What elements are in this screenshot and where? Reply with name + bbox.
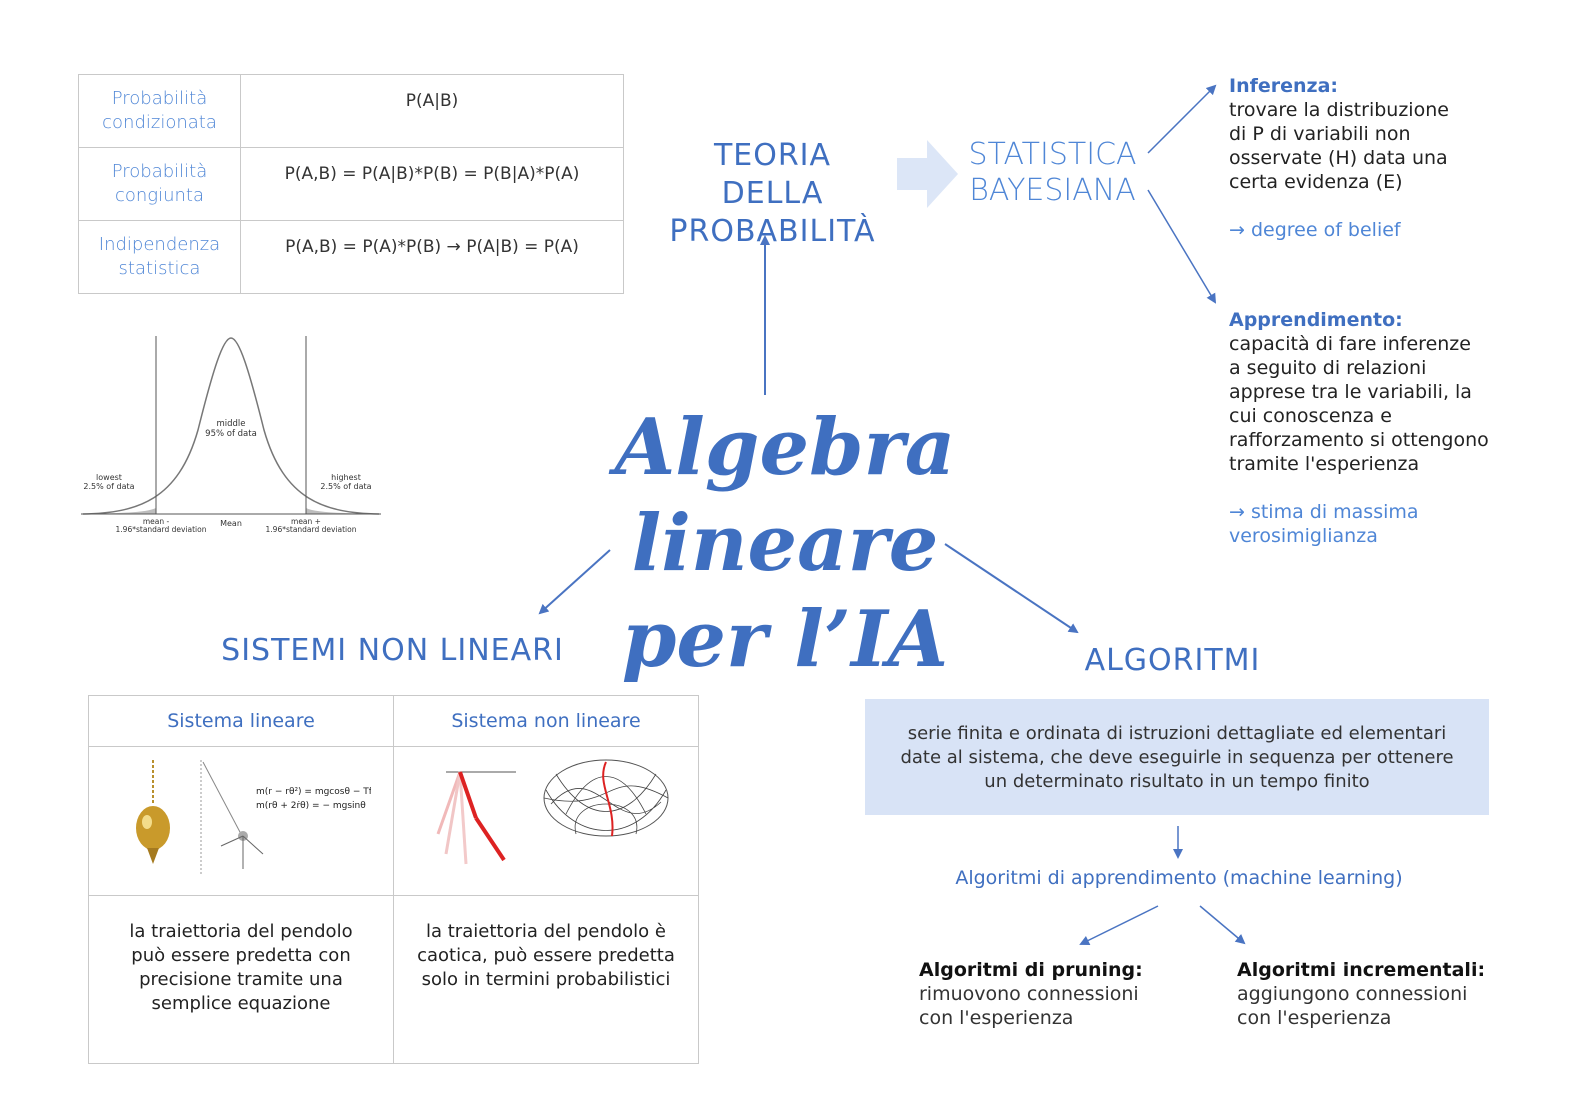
block-arrow-right bbox=[897, 140, 958, 208]
mean-label: Mean bbox=[220, 519, 242, 528]
col-header: Sistema lineare bbox=[89, 696, 394, 747]
equation: m(r − rθ²) = mgcosθ − Tf bbox=[256, 787, 371, 797]
apprendimento-line: a seguito di relazioni bbox=[1229, 357, 1427, 379]
highest-label: highest bbox=[331, 473, 361, 482]
incremental-heading: Algoritmi incrementali: bbox=[1237, 959, 1486, 981]
arrow-to-incremental bbox=[1200, 906, 1244, 943]
highest-label: 2.5% of data bbox=[320, 482, 372, 491]
chaotic-pendulum-image bbox=[394, 747, 699, 896]
inferenza-line: certa evidenza (E) bbox=[1229, 171, 1403, 193]
mean-plus-label: mean + bbox=[291, 517, 321, 526]
ghost-arm bbox=[446, 772, 460, 854]
statistica-line: BAYESIANA bbox=[969, 173, 1136, 208]
pruning-line: rimuovono connessioni bbox=[919, 983, 1139, 1005]
apprendimento-heading: Apprendimento: bbox=[1229, 309, 1403, 331]
apprendimento-link: verosimiglianza bbox=[1229, 525, 1378, 547]
description-line: la traiettoria del pendolo bbox=[129, 921, 353, 942]
arrow-to-inferenza bbox=[1148, 86, 1215, 153]
inferenza-line: di P di variabili non bbox=[1229, 123, 1411, 145]
table-row bbox=[89, 747, 699, 896]
nonlinear-description bbox=[394, 896, 699, 1064]
statistica-heading bbox=[965, 137, 1140, 209]
apprendimento-line: apprese tra le variabili, la bbox=[1229, 381, 1472, 403]
inferenza-block bbox=[1229, 74, 1529, 242]
pendulum-bob-highlight bbox=[142, 815, 152, 829]
lowest-label: lowest bbox=[96, 473, 122, 482]
apprendimento-line: rafforzamento si ottengono bbox=[1229, 429, 1489, 451]
chaotic-pendulum-figure bbox=[416, 754, 676, 884]
pruning-block bbox=[919, 958, 1199, 1030]
middle-label: 95% of data bbox=[205, 429, 257, 439]
incremental-block bbox=[1237, 958, 1527, 1030]
prob-formula: P(A,B) = P(A)*P(B) → P(A|B) = P(A) bbox=[241, 221, 624, 294]
linear-pendulum-figure bbox=[111, 754, 371, 884]
apprendimento-line: cui conoscenza e bbox=[1229, 405, 1392, 427]
mean-plus-label: 1.96*standard deviation bbox=[265, 525, 357, 534]
middle-label: middle bbox=[216, 419, 246, 429]
definition-line: serie finita e ordinata di istruzioni dettagliate ed elementari bbox=[907, 723, 1447, 744]
incremental-line: con l'esperienza bbox=[1237, 1007, 1392, 1029]
prob-label: Indipendenza statistica bbox=[79, 221, 241, 294]
prob-formula: P(A|B) bbox=[241, 75, 624, 148]
teoria-line: PROBABILITÀ bbox=[669, 214, 876, 249]
col-header: Sistema non lineare bbox=[394, 696, 699, 747]
pendulum-string bbox=[203, 762, 241, 834]
pendulum-tip bbox=[147, 848, 159, 864]
equation: m(rθ + 2ṙθ) = − mgsinθ bbox=[256, 801, 366, 811]
inferenza-line: osservate (H) data una bbox=[1229, 147, 1448, 169]
incremental-line: aggiungono connessioni bbox=[1237, 983, 1468, 1005]
apprendimento-block bbox=[1229, 308, 1549, 548]
ml-heading: Algoritmi di apprendimento (machine learning) bbox=[955, 867, 1403, 889]
linear-pendulum-image bbox=[89, 747, 394, 896]
lowest-label: 2.5% of data bbox=[83, 482, 135, 491]
force-vector bbox=[221, 836, 243, 846]
arm-two bbox=[476, 818, 504, 860]
inferenza-heading: Inferenza: bbox=[1229, 75, 1339, 97]
inferenza-line: trovare la distribuzione bbox=[1229, 99, 1449, 121]
description-line: la traiettoria del pendolo è bbox=[426, 921, 666, 942]
prob-label: Probabilità condizionata bbox=[79, 75, 241, 148]
linear-description bbox=[89, 896, 394, 1064]
inferenza-link: → degree of belief bbox=[1229, 219, 1401, 241]
apprendimento-link: → stima di massima bbox=[1229, 501, 1419, 523]
apprendimento-line: capacità di fare inferenze bbox=[1229, 333, 1471, 355]
pruning-line: con l'esperienza bbox=[919, 1007, 1074, 1029]
prob-formula: P(A,B) = P(A|B)*P(B) = P(B|A)*P(A) bbox=[241, 148, 624, 221]
teoria-heading bbox=[660, 137, 885, 251]
definition-line: un determinato risultato in un tempo finito bbox=[984, 771, 1370, 792]
arrow-to-pruning bbox=[1081, 906, 1158, 944]
main-title-line: per l’IA bbox=[621, 594, 949, 685]
description-line: precisione tramite una bbox=[139, 969, 343, 990]
description-line: può essere predetta con bbox=[131, 945, 351, 966]
trajectory-cloud bbox=[544, 760, 668, 836]
ghost-arm bbox=[438, 772, 460, 834]
algoritmi-definition-box bbox=[865, 699, 1489, 815]
mean-minus-label: 1.96*standard deviation bbox=[115, 525, 207, 534]
teoria-line: TEORIA DELLA bbox=[713, 138, 832, 211]
sistemi-table bbox=[88, 695, 699, 1064]
pruning-heading: Algoritmi di pruning: bbox=[919, 959, 1143, 981]
statistica-line: STATISTICA bbox=[968, 137, 1137, 172]
description-line: solo in termini probabilistici bbox=[421, 969, 671, 990]
apprendimento-line: tramite l'esperienza bbox=[1229, 453, 1420, 475]
description-line: semplice equazione bbox=[151, 993, 331, 1014]
pendulum-bob bbox=[136, 806, 170, 850]
arrow-to-apprendimento bbox=[1148, 190, 1215, 302]
sistemi-heading: SISTEMI NON LINEARI bbox=[221, 633, 564, 668]
algoritmi-heading: ALGORITMI bbox=[1084, 643, 1261, 678]
force-vector bbox=[243, 836, 263, 854]
table-row bbox=[89, 896, 699, 1064]
table-row bbox=[89, 696, 699, 747]
main-title-line: Algebra lineare bbox=[614, 402, 956, 589]
main-title bbox=[520, 400, 1050, 688]
prob-label: Probabilità congiunta bbox=[79, 148, 241, 221]
definition-line: date al sistema, che deve eseguirle in sequenza per ottenere bbox=[900, 747, 1454, 768]
description-line: caotica, può essere predetta bbox=[417, 945, 675, 966]
mean-minus-label: mean - bbox=[142, 517, 170, 526]
